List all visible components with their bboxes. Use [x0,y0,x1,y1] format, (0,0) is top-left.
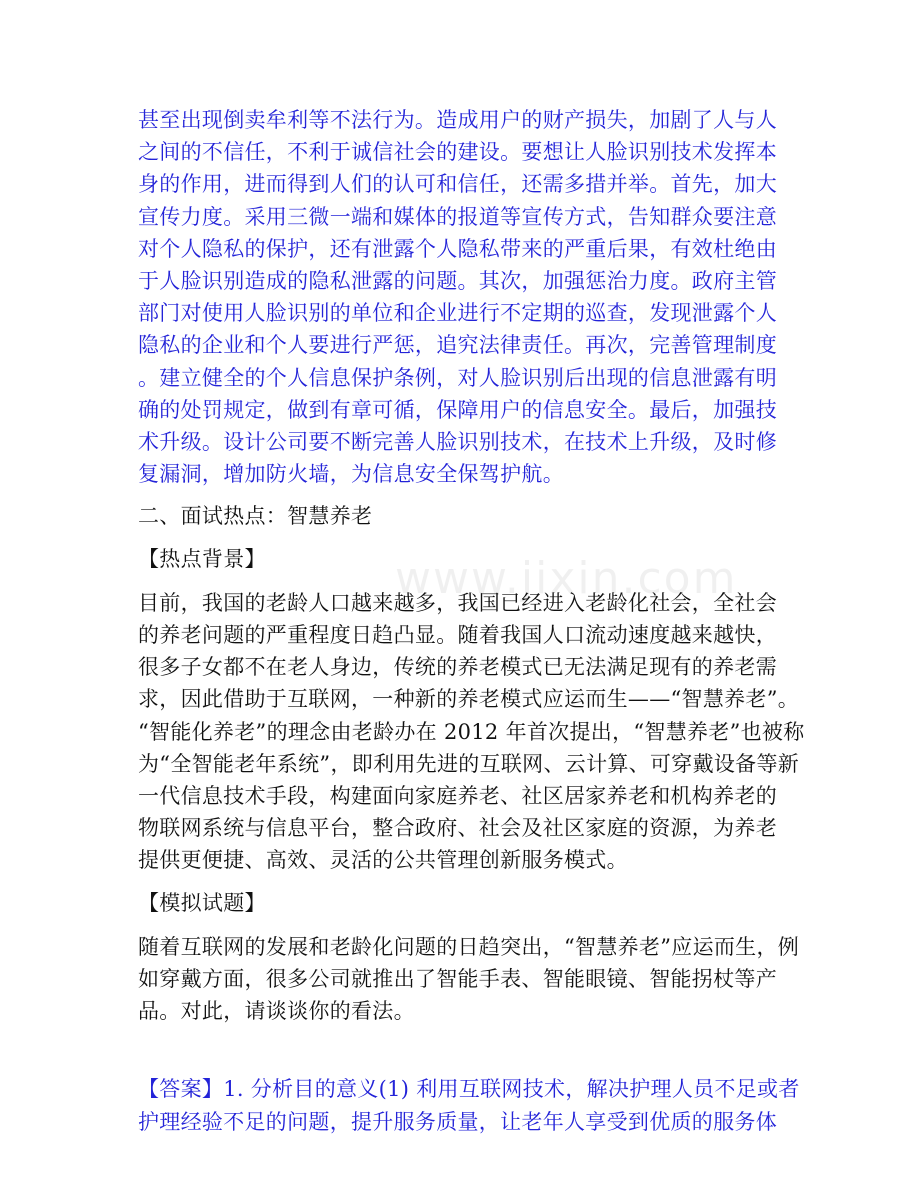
text-line: 甚至出现倒卖牟利等不法行为。造成用户的财产损失，加剧了人与人 [138,108,777,132]
text-line: 【答案】1. 分析目的意义(1) 利用互联网技术，解决护理人员不足或者 [138,1077,800,1102]
text-line: 目前，我国的老龄人口越来越多，我国已经进入老龄化社会，全社会 [138,590,777,615]
text-line: 如穿戴方面，很多公司就推出了智能手表、智能眼镜、智能拐杖等产 [138,967,777,992]
text-line: 提供更便捷、高效、灵活的公共管理创新服务模式。 [138,848,628,873]
answer-paragraph [138,1073,800,1137]
text-line: 复漏洞，增加防火墙，为信息安全保驾护航。 [138,462,564,487]
text-line: 确的处罚规定，做到有章可循，保障用户的信息安全。最后，加强技 [138,397,777,422]
text-line: 之间的不信任，不利于诚信社会的建设。要想让人脸识别技术发挥本 [138,140,777,165]
watermark: www.jixin.com [395,553,738,604]
mock-question-heading: 【模拟试题】 [138,890,266,915]
section-two-heading: 二、面试热点：智慧养老 [138,504,373,529]
mock-question-paragraph [138,931,800,1028]
text-line: 物联网系统与信息平台，整合政府、社会及社区家庭的资源，为养老 [138,816,777,841]
text-line: 对个人隐私的保护，还有泄露个人隐私带来的严重后果，有效杜绝由 [138,236,777,261]
text-line: 品。对此，请谈谈你的看法。 [138,999,415,1024]
text-line: 部门对使用人脸识别的单位和企业进行不定期的巡查，发现泄露个人 [138,301,777,326]
text-line: 一代信息技术手段，构建面向家庭养老、社区居家养老和机构养老的 [138,784,777,809]
text-line: “智能化养老”的理念由老龄办在 2012 年首次提出，“智慧养老”也被称 [138,719,805,744]
text-line: 随着互联网的发展和老龄化问题的日趋突出，“智慧养老”应运而生，例 [138,934,800,959]
text-line: 。建立健全的个人信息保护条例，对人脸识别后出现的信息泄露有明 [138,365,777,390]
text-line: 于人脸识别造成的隐私泄露的问题。其次，加强惩治力度。政府主管 [138,269,777,294]
text-line: 求，因此借助于互联网，一种新的养老模式应运而生——“智慧养老”。 [138,687,800,712]
text-line: 护理经验不足的问题，提升服务质量，让老年人享受到优质的服务体 [138,1109,777,1134]
text-line: 术升级。设计公司要不断完善人脸识别技术，在技术上升级，及时修 [138,430,777,455]
text-line: 宣传力度。采用三微一端和媒体的报道等宣传方式，告知群众要注意 [138,204,777,229]
text-line: 身的作用，进而得到人们的认可和信任，还需多措并举。首先，加大 [138,172,777,197]
document-page [138,104,805,1138]
hot-background-paragraph [138,587,805,877]
hot-background-heading: 【热点背景】 [138,546,266,571]
text-line: 的养老问题的严重程度日趋凸显。随着我国人口流动速度越来越快， [138,623,777,648]
text-line: 为“全智能老年系统”，即利用先进的互联网、云计算、可穿戴设备等新 [138,751,800,776]
text-line: 很多子女都不在老人身边，传统的养老模式已无法满足现有的养老需 [138,655,777,680]
text-line: 隐私的企业和个人要进行严惩，追究法律责任。再次，完善管理制度 [138,333,777,358]
blue-continuation-paragraph [138,104,788,490]
